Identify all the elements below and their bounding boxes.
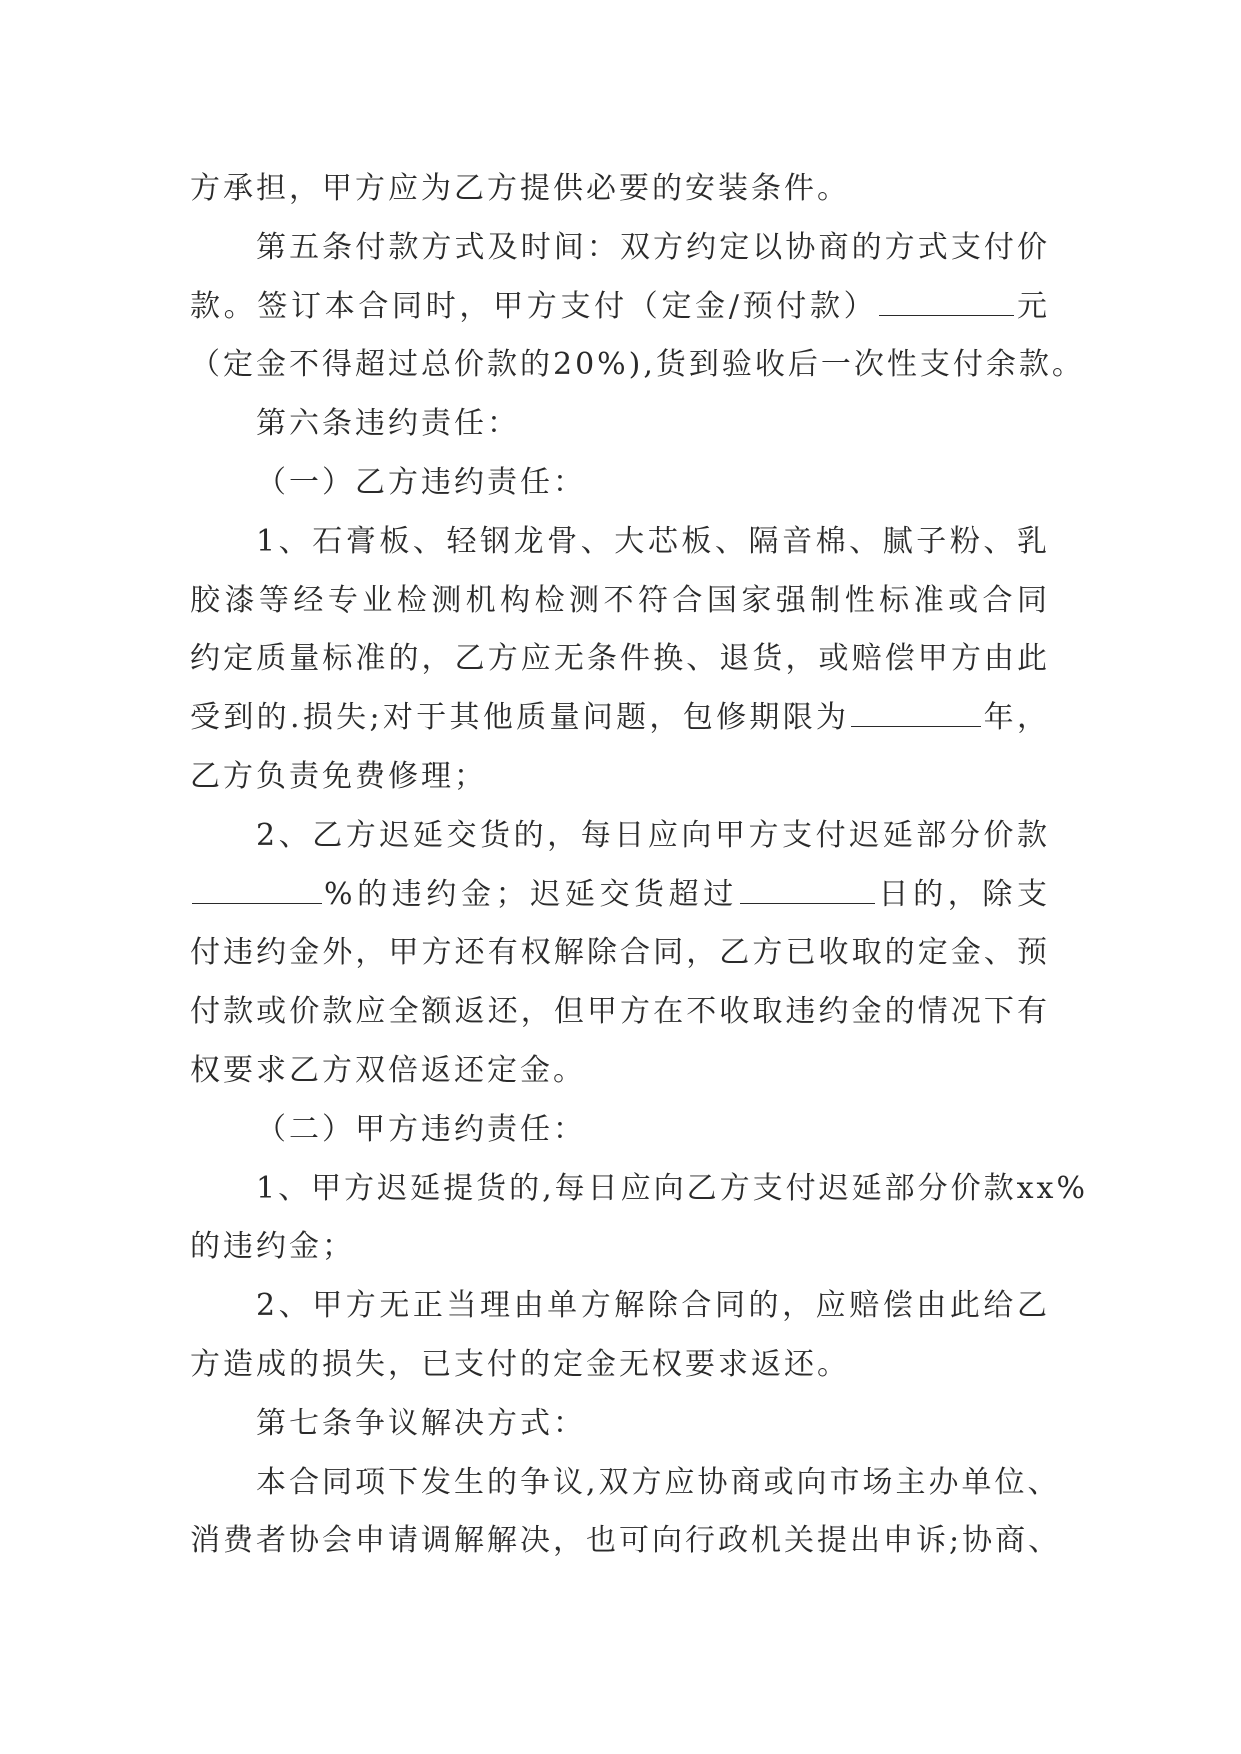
fill-in-blank[interactable] [740,902,875,904]
clause-7-heading: 第七条争议解决方式： [256,1405,586,1441]
fill-in-blank[interactable] [851,725,981,727]
text-line: 付款或价款应全额返还，但甲方在不收取违约金的情况下有 [190,994,1050,1030]
list-item-line: 2、甲方无正当理由单方解除合同的，应赔偿由此给乙 [256,1288,1050,1324]
text-segment: 日的，除支 [876,876,1050,912]
text-segment: 受到的.损失;对于其他质量问题，包修期限为 [190,700,850,736]
text-line: 本合同项下发生的争议,双方应协商或向市场主办单位、 [256,1464,1061,1500]
text-line: 权要求乙方双倍返还定金。 [190,1052,586,1088]
text-segment: 年， [983,700,1050,736]
text-line: 方造成的损失，已支付的定金无权要求返还。 [190,1346,850,1382]
text-line: 胶漆等经专业检测机构检测不符合国家强制性标准或合同 [190,582,1050,618]
sub-heading-party-a: （二）甲方违约责任： [256,1111,586,1147]
text-line: 方承担，甲方应为乙方提供必要的安装条件。 [190,171,850,206]
list-item-line: 1、甲方迟延提货的,每日应向乙方支付迟延部分价款xx% [256,1170,1088,1206]
fill-in-blank[interactable] [879,314,1014,316]
text-line-with-blanks [190,866,1050,925]
text-line: 消费者协会申请调解解决，也可向行政机关提出申诉;协商、 [190,1523,1062,1559]
text-segment: %的违约金；迟延交货超过 [324,876,738,912]
fill-in-blank[interactable] [192,902,322,904]
text-line: 约定质量标准的，乙方应无条件换、退货，或赔偿甲方由此 [190,641,1050,677]
text-line: 乙方负责免费修理； [190,758,487,794]
text-line: 的违约金； [190,1229,355,1265]
document-body [190,160,1088,1571]
text-line-with-blank [190,689,1050,748]
list-item-line: 1、石膏板、轻钢龙骨、大芯板、隔音棉、腻子粉、乳 [256,523,1050,559]
text-line-with-blank [190,278,1050,337]
text-line: 付违约金外，甲方还有权解除合同，乙方已收取的定金、预 [190,935,1050,971]
clause-5-heading-line: 第五条付款方式及时间：双方约定以协商的方式支付价 [256,229,1050,265]
text-segment: 款。签订本合同时，甲方支付（定金/预付款） [190,288,878,324]
sub-heading-party-b: （一）乙方违约责任： [256,464,586,500]
clause-6-heading: 第六条违约责任： [256,406,520,442]
text-line: （定金不得超过总价款的20%),货到验收后一次性支付余款。 [190,347,1085,383]
text-segment: 元 [1016,288,1051,324]
list-item-line: 2、乙方迟延交货的，每日应向甲方支付迟延部分价款 [256,817,1050,853]
